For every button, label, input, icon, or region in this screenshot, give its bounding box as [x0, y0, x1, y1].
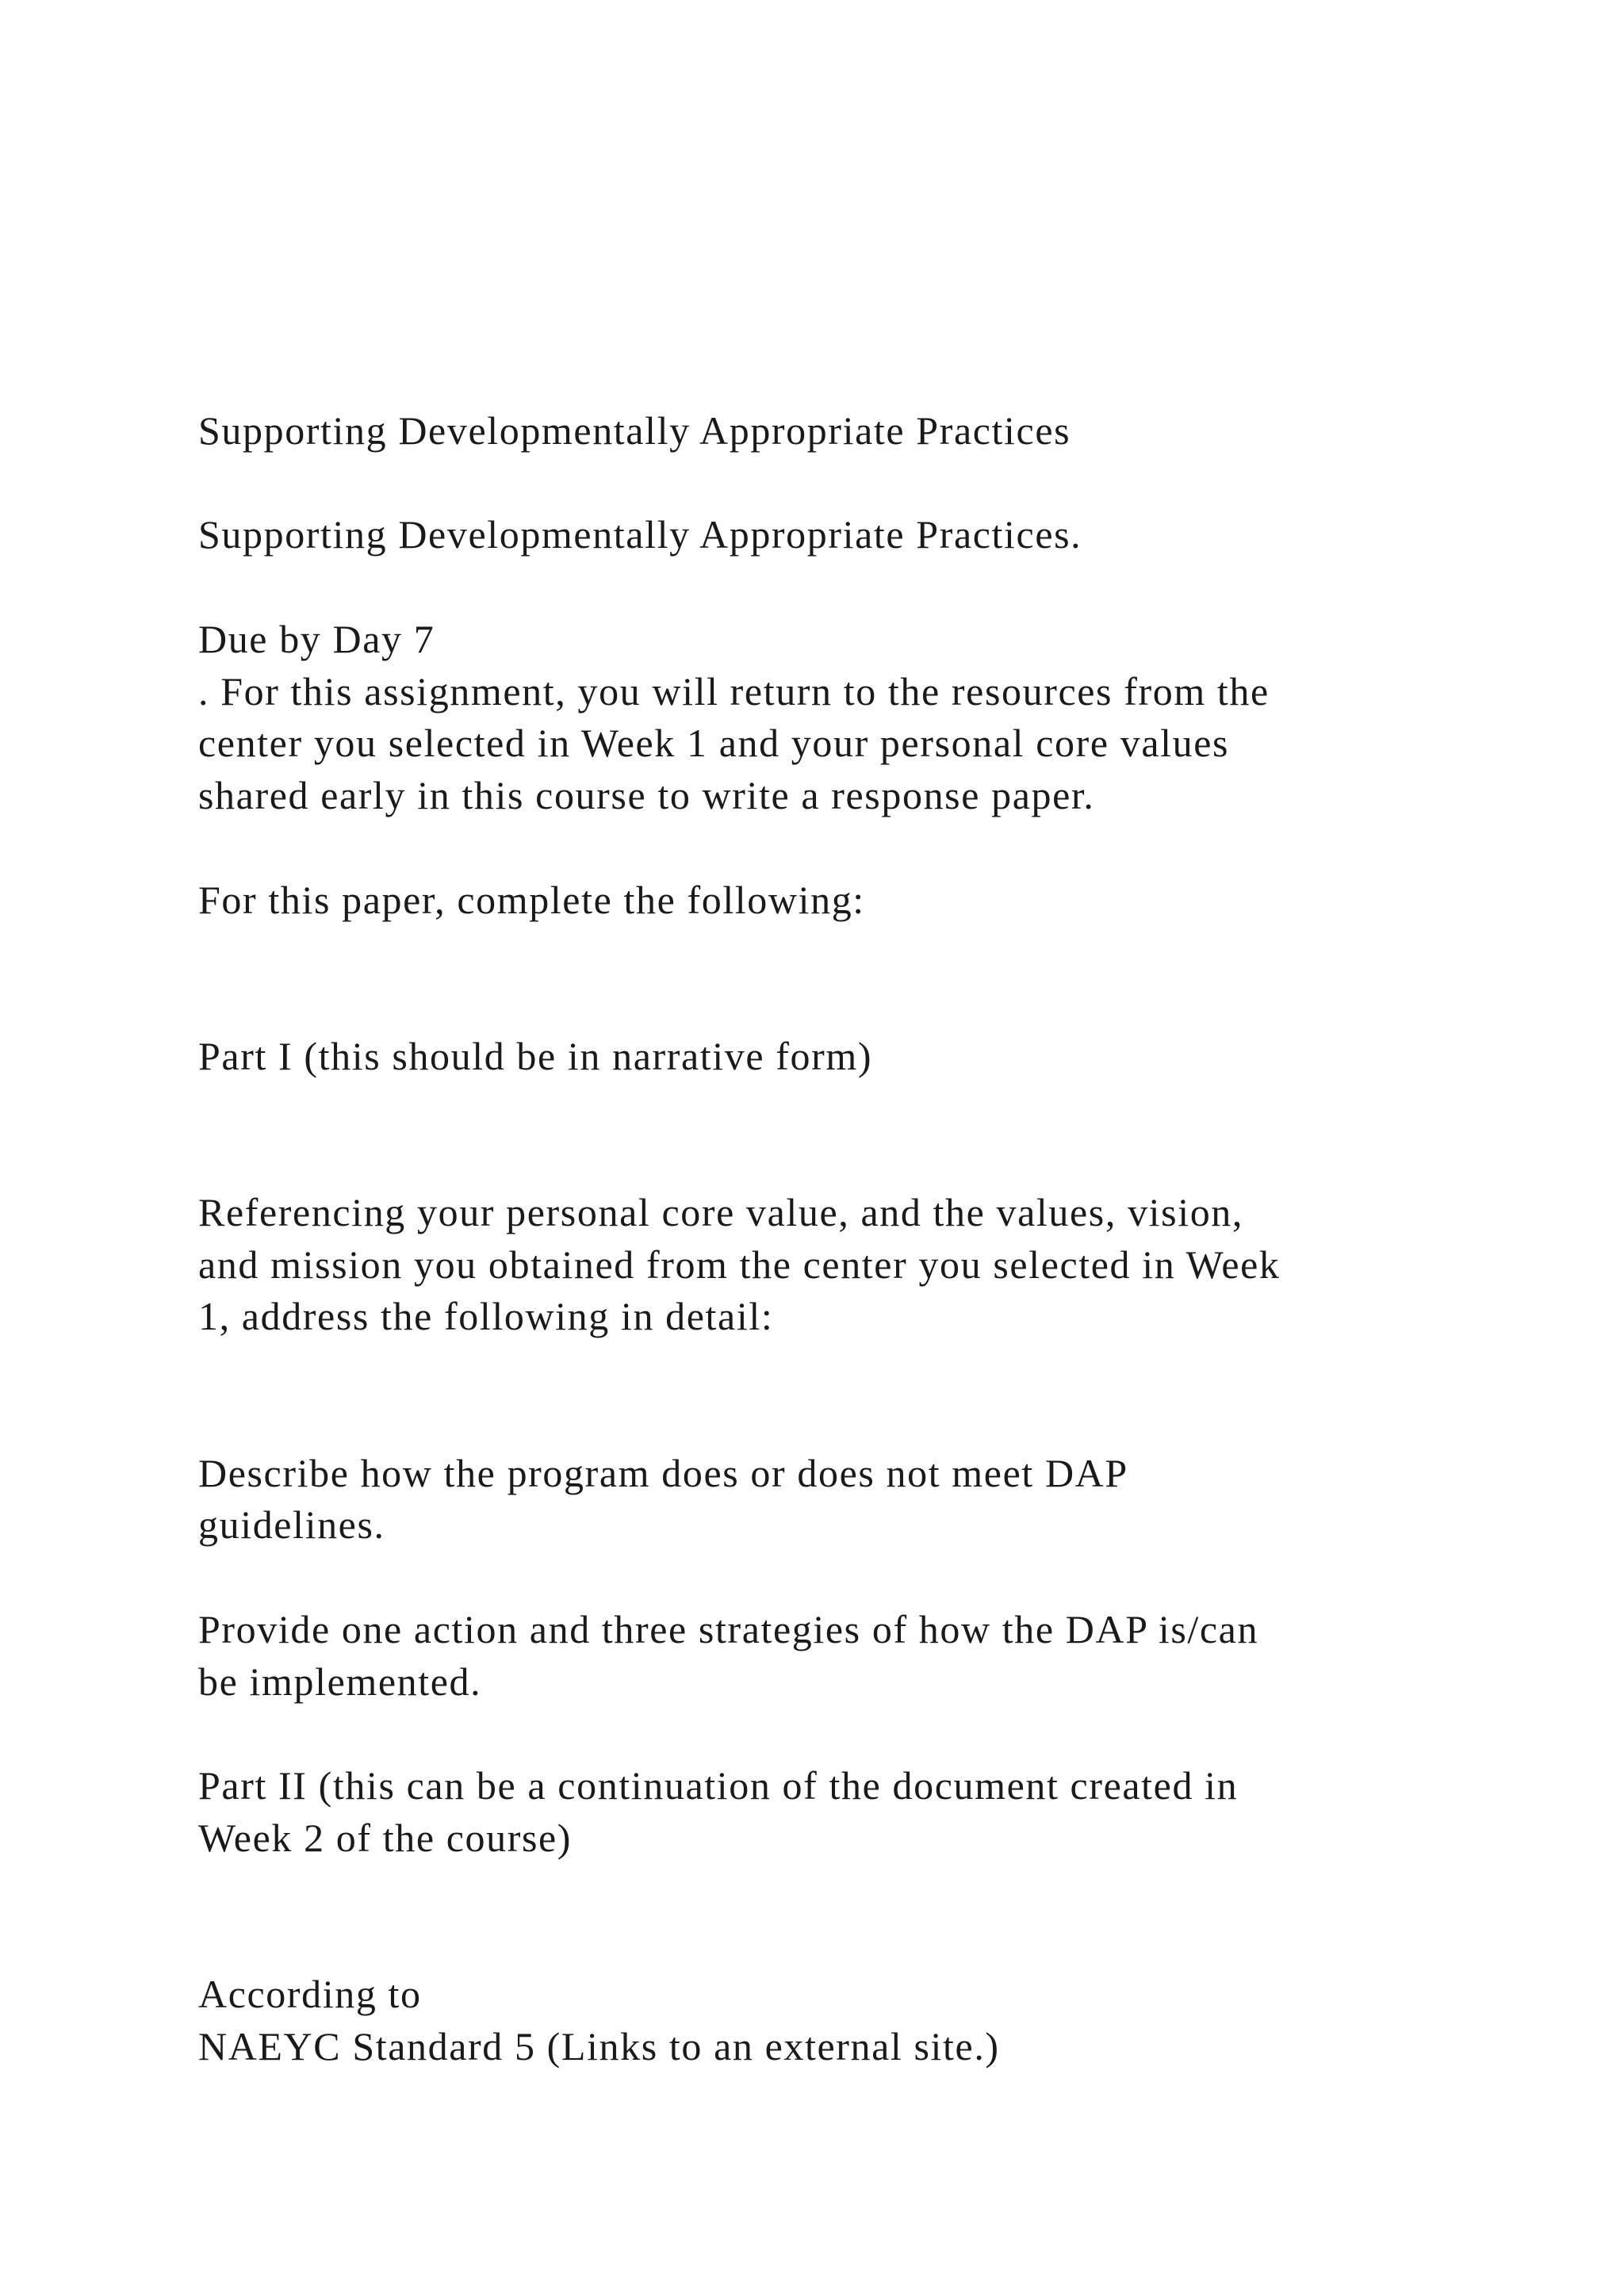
- part1-intro-line: Referencing your personal core value, and the values, vision,: [198, 1190, 1244, 1234]
- item1-line: guidelines.: [198, 1502, 385, 1547]
- document-title: Supporting Developmentally Appropriate Practices: [198, 408, 1071, 453]
- intro-line: center you selected in Week 1 and your personal core values: [198, 721, 1230, 765]
- intro-line: shared early in this course to write a response paper.: [198, 773, 1095, 817]
- part1-intro-line: 1, address the following in detail:: [198, 1294, 774, 1338]
- part2-heading-line: Week 2 of the course): [198, 1816, 573, 1860]
- intro-line: . For this assignment, you will return to the resources from the: [198, 669, 1270, 714]
- item1-line: Describe how the program does or does not meet DAP: [198, 1451, 1128, 1495]
- due-date: Due by Day 7: [198, 617, 435, 661]
- part2-heading-line: Part II (this can be a continuation of the document created in: [198, 1763, 1239, 1808]
- part1-heading: Part I (this should be in narrative form): [198, 1034, 873, 1078]
- naeyc-standard-link[interactable]: NAEYC Standard 5 (Links to an external site.): [198, 2024, 1000, 2068]
- item2-line: be implemented.: [198, 1659, 482, 1704]
- according-to: According to: [198, 1972, 422, 2016]
- instruction: For this paper, complete the following:: [198, 878, 865, 922]
- document-subtitle: Supporting Developmentally Appropriate Practices.: [198, 512, 1082, 557]
- item2-line: Provide one action and three strategies of how the DAP is/can: [198, 1607, 1259, 1651]
- part1-intro-line: and mission you obtained from the center you selected in Week: [198, 1242, 1281, 1287]
